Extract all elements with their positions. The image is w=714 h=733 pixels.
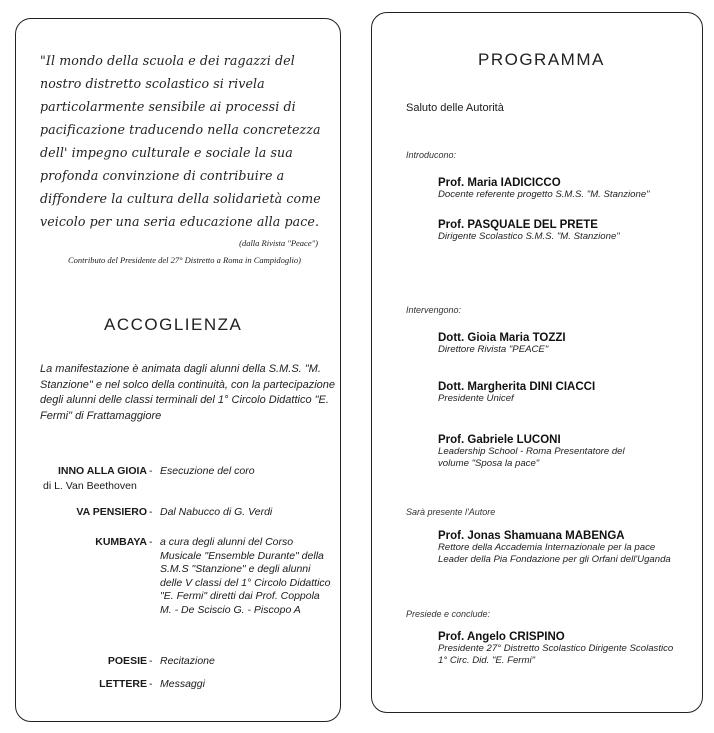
program-item-description: Recitazione xyxy=(160,655,215,667)
saluto-line: Saluto delle Autorità xyxy=(406,102,504,114)
program-dash: - xyxy=(149,506,153,518)
program-dash: - xyxy=(149,655,153,667)
program-item-author: di L. Van Beethoven xyxy=(43,480,137,492)
speaker-name: Prof. Maria IADICICCO xyxy=(438,177,561,189)
speaker-role: Docente referente progetto S.M.S. "M. Stanzione" xyxy=(438,189,650,200)
autore-label: Sarà presente l'Autore xyxy=(406,507,496,517)
speaker-mabenga xyxy=(438,530,698,566)
speaker-role: Presidente 27° Distretto Scolastico Dirigente Scolastico 1° Circ. Did. "E. Fermi" xyxy=(438,643,674,666)
speaker-name: Dott. Margherita DINI CIACCI xyxy=(438,381,596,393)
accoglienza-title: ACCOGLIENZA xyxy=(104,315,243,334)
program-item-description: Esecuzione del coro xyxy=(160,465,255,477)
presiede-label: Presiede e conclude: xyxy=(406,609,491,619)
introducono-label: Introducono: xyxy=(406,150,457,160)
speaker-name: Prof. Jonas Shamuana MABENGA xyxy=(438,530,625,542)
program-item-description: a cura degli alunni del Corso Musicale "Ensemble Durante" della S.M.S "Stanzione" e degli alunni delle V classi del 1° Circolo Didattico "E. Fermi" diretti dai Prof. Coppola M. - De Sciscio G. - Piscopo A xyxy=(160,536,331,616)
program-item-title: POESIE xyxy=(107,655,147,667)
program-dash: - xyxy=(149,465,153,477)
quote-attribution: Contributo del Presidente del 27° Distretto a Roma in Campidoglio) xyxy=(68,255,301,265)
quote-text: "Il mondo della scuola e dei ragazzi del nostro distretto scolastico si rivela particolarmente sensibile ai processi di pacificazione traducendo nella concretezza dell' impegno culturale e sociale la sua profonda convinzione di contribuire a diffondere la cultura della solidarietà come veicolo per una seria educazione alla pace. xyxy=(40,53,321,229)
accoglienza-intro: La manifestazione è animata dagli alunni della S.M.S. "M. Stanzione" e nel solco della continuità, con la partecipazione degli alunni delle classi terminali del 1° Circolo Didattico "E. Fermi" di Frattamaggiore xyxy=(40,363,335,422)
program-dash: - xyxy=(149,536,153,548)
intervengono-label: Intervengono: xyxy=(406,305,462,315)
speaker-tozzi xyxy=(438,332,688,356)
speaker-iadicicco xyxy=(438,177,688,201)
speaker-role: Dirigente Scolastico S.M.S. "M. Stanzione" xyxy=(438,231,620,242)
programma-title: PROGRAMMA xyxy=(478,50,605,69)
speaker-luconi xyxy=(438,434,688,470)
speaker-name: Dott. Gioia Maria TOZZI xyxy=(438,332,566,344)
program-item-title: VA PENSIERO xyxy=(76,506,147,518)
speaker-del-prete xyxy=(438,219,694,243)
speaker-role: Rettore della Accademia Internazionale per la pace Leader della Pia Fondazione per gli Orfani dell'Uganda xyxy=(438,542,671,565)
left-panel xyxy=(15,18,341,722)
program-item-description: Dal Nabucco di G. Verdi xyxy=(160,506,273,518)
speaker-dini-ciacci xyxy=(438,381,688,405)
speaker-role: Presidente Unicef xyxy=(438,393,514,404)
speaker-role: Direttore Rivista "PEACE" xyxy=(438,344,549,355)
speaker-role: Leadership School - Roma Presentatore del volume "Sposa la pace" xyxy=(438,446,625,469)
program-dash: - xyxy=(149,678,153,690)
right-panel xyxy=(371,12,703,713)
program-item-title: KUMBAYA xyxy=(95,536,147,548)
program-item-title: LETTERE xyxy=(99,678,147,690)
speaker-crispino xyxy=(438,631,688,667)
quote-source: (dalla Rivista "Peace") xyxy=(239,238,318,248)
program-item-description: Messaggi xyxy=(160,678,205,690)
speaker-name: Prof. Gabriele LUCONI xyxy=(438,434,561,446)
program-item-title: INNO ALLA GIOIA xyxy=(57,465,147,477)
speaker-name: Prof. Angelo CRISPINO xyxy=(438,631,565,643)
speaker-name: Prof. PASQUALE DEL PRETE xyxy=(438,219,598,231)
